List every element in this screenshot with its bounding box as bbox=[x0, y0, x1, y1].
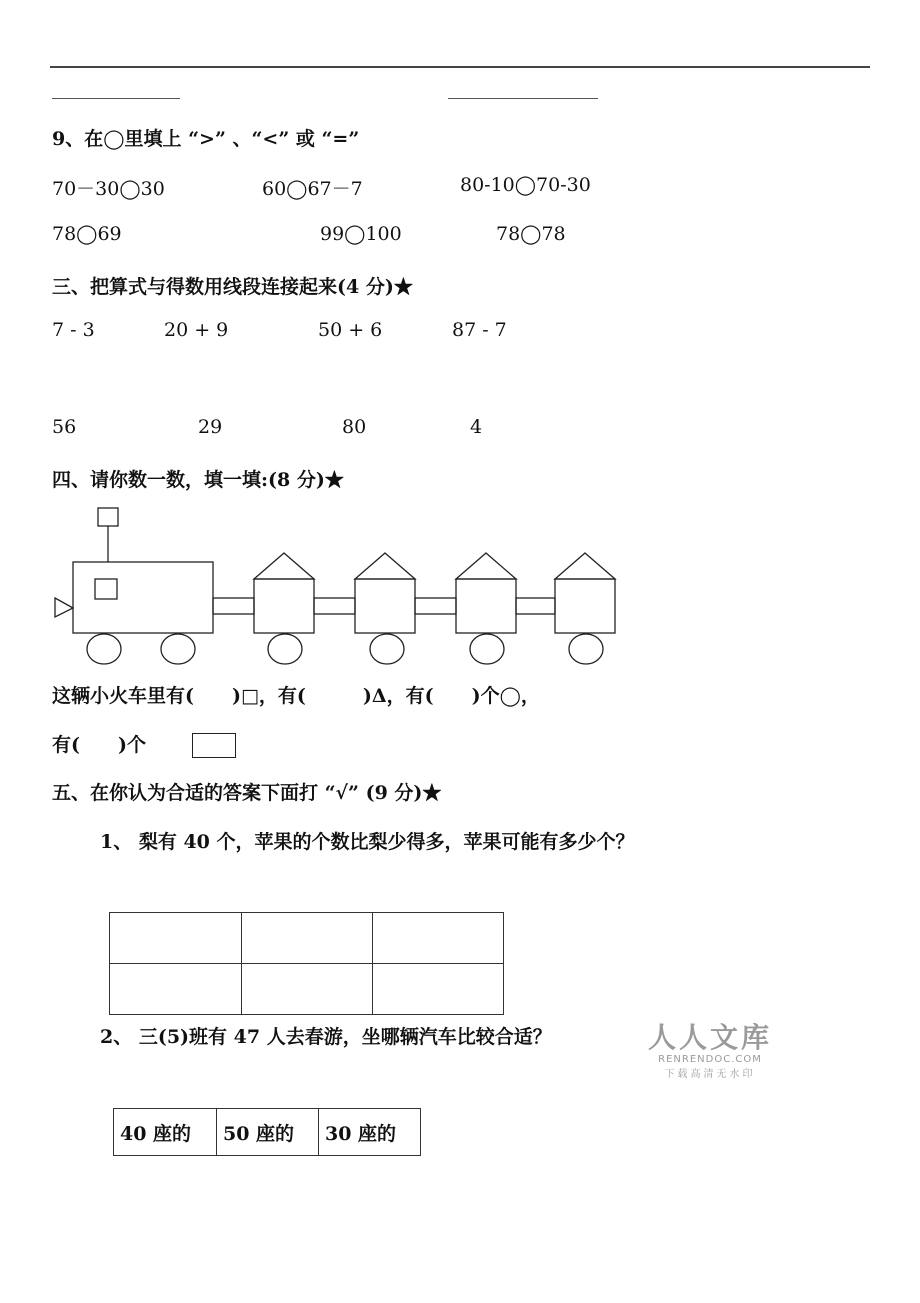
roof-triangle bbox=[355, 553, 415, 579]
watermark-url: RENRENDOC.COM bbox=[658, 1054, 762, 1065]
car-square bbox=[254, 579, 314, 633]
car-square bbox=[555, 579, 615, 633]
answer-cell[interactable] bbox=[110, 913, 242, 964]
watermark-tagline: 下载高清无水印 bbox=[664, 1069, 756, 1080]
bus-option[interactable]: 30 座的 bbox=[319, 1109, 421, 1156]
wheel-circle bbox=[87, 634, 121, 664]
wheel-circle bbox=[569, 634, 603, 664]
compare-item: 78◯78 bbox=[496, 223, 566, 245]
answer-cell[interactable] bbox=[242, 964, 373, 1015]
roof-triangle bbox=[456, 553, 516, 579]
result: 56 bbox=[52, 416, 77, 438]
front-triangle bbox=[55, 598, 73, 617]
answer-cell[interactable] bbox=[373, 964, 504, 1015]
result: 4 bbox=[470, 416, 483, 438]
engine-body bbox=[73, 562, 213, 633]
section5-title: 五、在你认为合适的答案下面打 “√” (9 分)★ bbox=[52, 782, 442, 804]
roof-triangle bbox=[555, 553, 615, 579]
roof-triangle bbox=[254, 553, 314, 579]
compare-item: 99◯100 bbox=[320, 223, 402, 245]
window-square bbox=[95, 579, 117, 599]
question-1: 1、 梨有 40 个，苹果的个数比梨少得多，苹果可能有多少个？ bbox=[100, 831, 635, 853]
bus-options-table bbox=[113, 1108, 421, 1156]
q9-title: 9、在◯里填上 “>” 、“<” 或 “=” bbox=[52, 128, 360, 150]
bus-option[interactable]: 40 座的 bbox=[114, 1109, 217, 1156]
expression: 20 + 9 bbox=[164, 319, 229, 341]
chimney-square bbox=[98, 508, 118, 526]
bus-option[interactable]: 50 座的 bbox=[217, 1109, 319, 1156]
answer-cell[interactable] bbox=[242, 913, 373, 964]
section4-title: 四、请你数一数，填一填:(8 分)★ bbox=[52, 469, 344, 491]
question-2: 2、 三(5)班有 47 人去春游，坐哪辆汽车比较合适？ bbox=[100, 1026, 552, 1048]
expression: 87 - 7 bbox=[452, 319, 507, 341]
connector-rect bbox=[516, 598, 555, 614]
connector-rect bbox=[314, 598, 355, 614]
result: 80 bbox=[342, 416, 367, 438]
connector-rect bbox=[415, 598, 456, 614]
wheel-circle bbox=[370, 634, 404, 664]
count-line-2: 有( )个 bbox=[52, 734, 146, 756]
compare-item: 60◯67－7 bbox=[262, 178, 363, 200]
compare-item: 78◯69 bbox=[52, 223, 122, 245]
expression: 50 + 6 bbox=[318, 319, 383, 341]
answer-cell[interactable] bbox=[373, 913, 504, 964]
car-square bbox=[456, 579, 516, 633]
connector-rect bbox=[213, 598, 254, 614]
watermark-title: 人人文库 bbox=[647, 1021, 772, 1054]
result: 29 bbox=[198, 416, 223, 438]
wheel-circle bbox=[268, 634, 302, 664]
wheel-circle bbox=[161, 634, 195, 664]
count-line-1: 这辆小火车里有( )□，有( )Δ，有( )个◯， bbox=[52, 685, 540, 707]
compare-item: 80-10◯70-30 bbox=[460, 174, 591, 196]
wheel-circle bbox=[470, 634, 504, 664]
answer-cell[interactable] bbox=[110, 964, 242, 1015]
answer-grid bbox=[109, 912, 504, 1015]
car-square bbox=[355, 579, 415, 633]
compare-item: 70－30◯30 bbox=[52, 178, 165, 200]
expression: 7 - 3 bbox=[52, 319, 95, 341]
watermark-logo bbox=[646, 1016, 774, 1080]
section3-title: 三、把算式与得数用线段连接起来(4 分)★ bbox=[52, 276, 413, 298]
rectangle-shape bbox=[192, 733, 236, 758]
